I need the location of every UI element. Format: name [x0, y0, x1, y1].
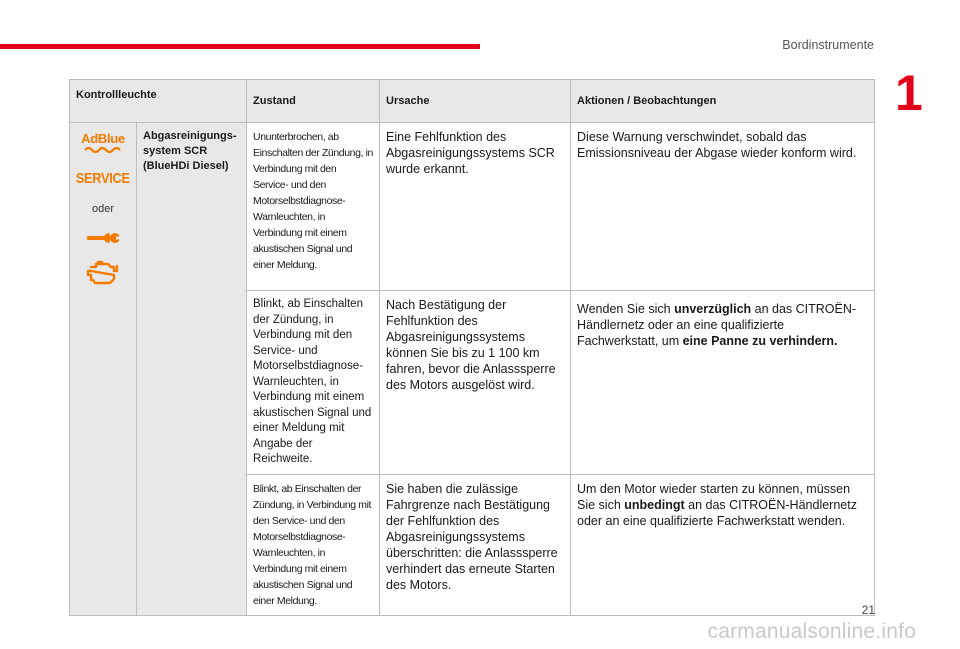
action-text: an das CITROËN-Händlernetz oder an eine qualifizierte Fachwerkstatt wenden.: [577, 497, 857, 528]
table-header-row: [70, 80, 875, 123]
action-text: Wenden Sie sich: [577, 302, 675, 316]
action-cell: [571, 474, 875, 615]
column-header-cause: Ursache: [380, 80, 571, 123]
warning-lights-table: [69, 79, 875, 616]
action-text: Um den Motor wieder starten zu können, müssen Sie sich: [577, 481, 851, 512]
cause-cell: Sie haben die zulässige Fahrgrenze nach Bestätigung der Fehlfunktion des Abgasreinigungssystems überschritten: die Anlasssperre verhindert das erneute Starten des Motors.: [380, 474, 571, 615]
condition-cell: Blinkt, ab Einschalten der Zündung, in Verbindung mit den Service- und Motorselbstdiagnose-Warnleuchten, in Verbindung mit einem akustischen Signal und einer Meldung mit Angabe der Reichweite.: [247, 291, 380, 475]
or-label: oder: [91, 203, 115, 215]
cause-cell: Eine Fehlfunktion des Abgasreinigungssystems SCR wurde erkannt.: [380, 123, 571, 291]
column-header-condition: Zustand: [247, 80, 380, 123]
table-row: [70, 123, 875, 291]
service-icon: SERVICE: [76, 170, 130, 187]
action-emphasis: unbedingt: [624, 497, 685, 512]
action-cell: [571, 291, 875, 475]
adblue-icon: AdBlue: [81, 131, 125, 146]
condition-cell: Ununterbrochen, ab Einschalten der Zündung, in Verbindung mit den Service- und den Motorselbstdiagnose-Warnleuchten, in Verbindung mit einem akustischen Signal und einer Meldung.: [247, 123, 380, 291]
indicator-name: Abgasreinigungs-system SCR (BlueHDi Diesel): [137, 123, 247, 616]
wrench-icon: [85, 231, 121, 245]
action-text: an das CITROËN-Händlernetz oder an eine qualifizierte Fachwerkstatt, um: [577, 302, 857, 348]
chapter-number: 1: [895, 65, 923, 121]
condition-cell: Blinkt, ab Einschalten der Zündung, in Verbindung mit den Service- und den Motorselbstdiagnose-Warnleuchten, in Verbindung mit einem akustischen Signal und einer Meldung.: [247, 474, 380, 615]
page-number: 21: [861, 603, 875, 617]
wave-icon: [84, 145, 122, 153]
action-cell: Diese Warnung verschwindet, sobald das Emissionsniveau der Abgase wieder konform wird.: [571, 123, 875, 291]
section-title: Bordinstrumente: [782, 38, 874, 52]
indicator-icons-cell: [70, 123, 137, 616]
column-header-indicator: Kontrollleuchte: [70, 80, 247, 123]
watermark: carmanualsonline.info: [707, 620, 916, 643]
engine-icon: [86, 259, 120, 285]
cause-cell: Nach Bestätigung der Fehlfunktion des Abgasreinigungssystems können Sie bis zu 1 100 km fahren, bevor die Anlasssperre des Motors ausgelöst wird.: [380, 291, 571, 475]
action-emphasis: unverzüglich: [674, 302, 752, 316]
header-accent-bar: [0, 44, 480, 49]
column-header-actions: Aktionen / Beobachtungen: [571, 80, 875, 123]
action-emphasis: eine Panne zu verhindern.: [682, 334, 838, 348]
